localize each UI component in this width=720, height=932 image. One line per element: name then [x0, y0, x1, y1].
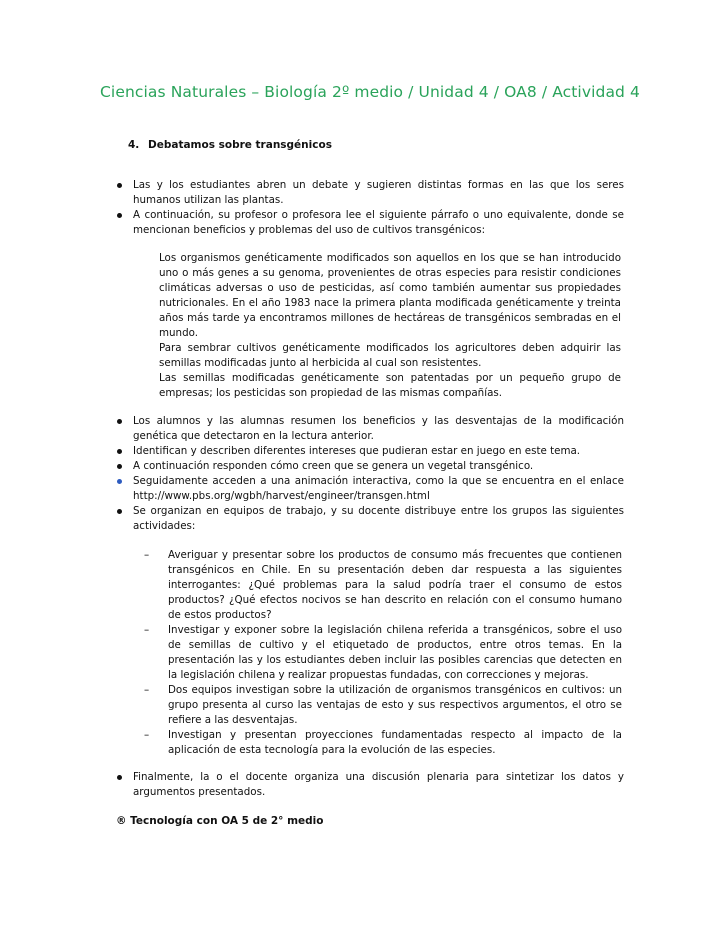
activity-item	[140, 728, 622, 758]
page-title: Ciencias Naturales – Biología 2º medio / Unidad 4 / OA8 / Actividad 4	[100, 83, 640, 101]
list-item-text: Los alumnos y las alumnas resumen los beneficios y las desventajas de la modificación genética que detectaron en la lectura anterior.	[133, 415, 624, 442]
bullet-icon	[117, 419, 122, 424]
main-bullet-list	[112, 414, 624, 534]
list-item-link[interactable]	[112, 474, 624, 504]
list-item	[112, 414, 624, 444]
dash-icon: –	[144, 549, 150, 561]
section-heading	[128, 139, 332, 151]
list-item	[112, 178, 624, 208]
bullet-icon	[117, 449, 122, 454]
list-item	[112, 770, 624, 800]
quote-paragraph: Para sembrar cultivos genéticamente modificados los agricultores deben adquirir las semillas modificadas junto al herbicida al cual son resistentes.	[159, 342, 621, 369]
quote-paragraph: Los organismos genéticamente modificados son aquellos en los que se han introducido uno o más genes a su genoma, provenientes de otras especies para resistir condiciones climáticas adversas o uso de pesticidas, así como también aumentar sus propiedades nutricionales. En el año 1983 nace la primera planta modificada genéticamente y treinta años más tarde ya encontramos millones de hectáreas de transgénicos sembradas en el mundo.	[159, 252, 621, 339]
activity-text: Investigan y presentan proyecciones fundamentadas respecto al impacto de la aplicación de esta tecnología para la evolución de las especies.	[168, 729, 622, 756]
activity-item	[140, 548, 622, 623]
list-item	[112, 459, 624, 474]
list-item-text: A continuación, su profesor o profesora lee el siguiente párrafo o uno equivalente, donde se mencionan beneficios y problemas del uso de cultivos transgénicos:	[133, 209, 624, 236]
quote-paragraph: Las semillas modificadas genéticamente son patentadas por un pequeño grupo de empresas; los pesticidas son propiedad de las mismas compañías.	[159, 372, 621, 399]
dash-icon: –	[144, 624, 150, 636]
list-item-text: Se organizan en equipos de trabajo, y su docente distribuye entre los grupos las siguientes actividades:	[133, 505, 624, 532]
bullet-icon	[117, 479, 122, 484]
bullet-icon	[117, 213, 122, 218]
bullet-icon	[117, 509, 122, 514]
dash-icon: –	[144, 684, 150, 696]
list-item-text: A continuación responden cómo creen que se genera un vegetal transgénico.	[133, 460, 534, 472]
activity-item	[140, 683, 622, 728]
section-number: 4.	[128, 139, 140, 151]
section-title: Debatamos sobre transgénicos	[148, 139, 332, 151]
bullet-icon	[117, 183, 122, 188]
activity-text: Averiguar y presentar sobre los productos de consumo más frecuentes que contienen transgénicos en Chile. En su presentación deben dar respuesta a las siguientes interrogantes: ¿Qué problemas para la salud podría traer el consumo de estos productos? ¿Qué efectos nocivos se han descrito en relación con el consumo humano de estos productos?	[168, 549, 622, 621]
activity-item	[140, 623, 622, 683]
activity-list	[140, 548, 622, 758]
list-item-text: Finalmente, la o el docente organiza una discusión plenaria para sintetizar los datos y argumentos presentados.	[133, 771, 624, 798]
activity-text: Investigar y exponer sobre la legislación chilena referida a transgénicos, sobre el uso de semillas de cultivo y el etiquetado de productos, entre otros temas. En la presentación las y los estudiantes deben incluir las posibles carencias que detecten en la legislación chilena y realizar propuestas fundadas, con correcciones y mejoras.	[168, 624, 622, 681]
intro-bullet-list	[112, 178, 624, 238]
list-item-text[interactable]: Seguidamente acceden a una animación interactiva, como la que se encuentra en el enlace http://www.pbs.org/wgbh/harvest/engineer/transgen.html	[133, 475, 624, 502]
list-item-text: Identifican y describen diferentes intereses que pudieran estar en juego en este tema.	[133, 445, 581, 457]
list-item	[112, 504, 624, 534]
final-bullet-list	[112, 770, 624, 800]
bullet-icon	[117, 464, 122, 469]
footnote: ® Tecnología con OA 5 de 2° medio	[116, 815, 324, 827]
list-item	[112, 444, 624, 459]
quoted-paragraph	[159, 251, 621, 401]
list-item-text: Las y los estudiantes abren un debate y sugieren distintas formas en las que los seres humanos utilizan las plantas.	[133, 179, 624, 206]
list-item	[112, 208, 624, 238]
activity-text: Dos equipos investigan sobre la utilización de organismos transgénicos en cultivos: un grupo presenta al curso las ventajas de esto y sus respectivos argumentos, el otro se refiere a las desventajas.	[168, 684, 622, 726]
dash-icon: –	[144, 729, 150, 741]
bullet-icon	[117, 775, 122, 780]
